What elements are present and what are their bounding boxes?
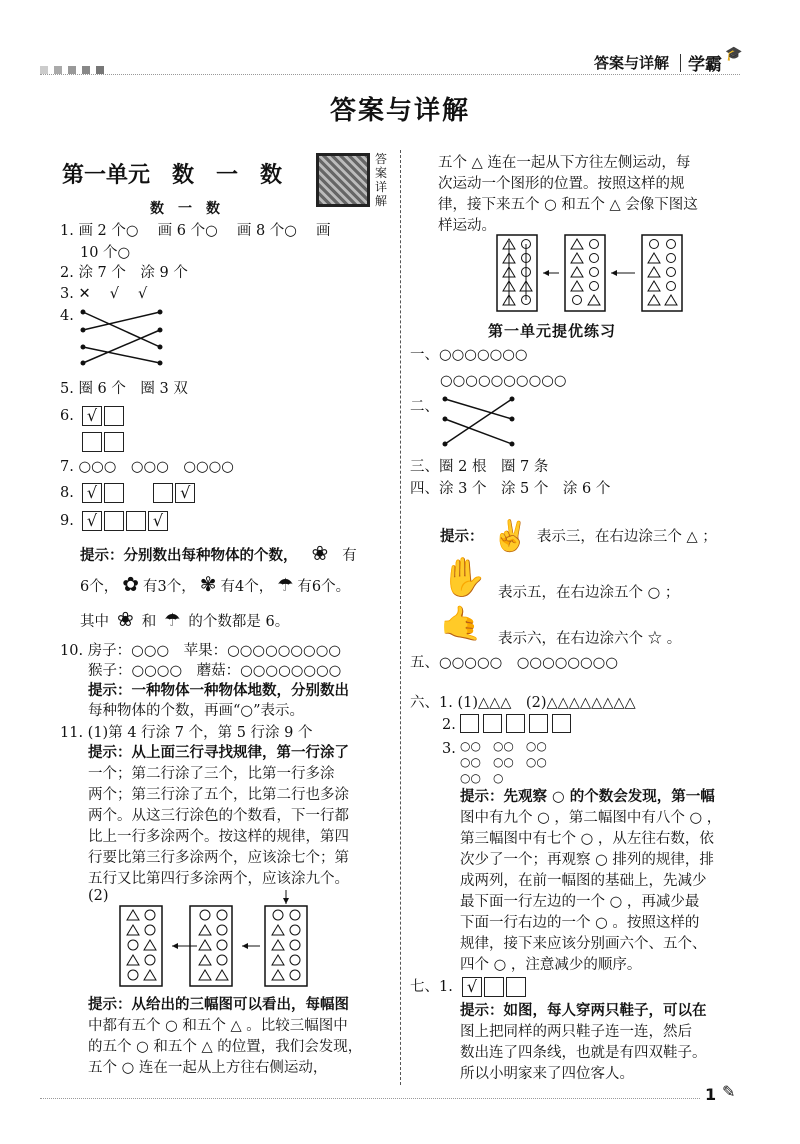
- r7-label: 七、1.: [410, 979, 453, 995]
- q10-hint2: 每种物体的个数，再画“○”表示。: [88, 703, 304, 719]
- r6-c-label: 3.: [442, 741, 456, 757]
- r-cont4: 样运动。: [438, 218, 496, 234]
- grad-cap-icon: 🎓: [725, 46, 743, 62]
- hint9-line2: 6个， ✿ 有3个， ✾ 有4个， ☂ 有6个。: [80, 572, 351, 596]
- flower-icon: ❀: [117, 607, 134, 631]
- match-line: [83, 347, 160, 363]
- match-line: [83, 312, 160, 330]
- checkbox: √: [148, 511, 168, 531]
- q11b-hint2: 中都有五个 ○ 和五个 △ 。比较三幅图中: [88, 1018, 348, 1034]
- q10-line-b: 猴子：○○○○ 蘑菇：○○○○○○○○: [88, 663, 342, 679]
- r5: 五、○○○○○ ○○○○○○○○: [410, 655, 618, 671]
- r2-label: 二、: [410, 399, 439, 415]
- pencil-icon: ✎: [722, 1082, 736, 1101]
- q6-boxes-row2: [82, 432, 126, 452]
- r6-hint6: 最下面一行左边的一个 ○ ，再减少最: [460, 894, 700, 910]
- checkbox: [484, 977, 504, 997]
- hand-five-icon: ✋: [440, 555, 488, 599]
- square: [483, 714, 502, 733]
- match-line: [83, 330, 160, 363]
- r6-hint1: 提示：先观察 ○ 的个数会发现，第一幅: [460, 788, 715, 805]
- frame-1: [120, 906, 162, 986]
- page-number: 1: [705, 1085, 717, 1104]
- checkbox: √: [462, 977, 482, 997]
- r6-hint3: 第三幅图中有七个 ○ ，从左往右数，依: [460, 831, 714, 847]
- q11-hint1: 提示：从上面三行寻找规律，第一行涂了: [88, 744, 349, 761]
- page-title: 答案与详解: [329, 96, 470, 126]
- r6-hint8: 规律，接下来应该分别画六个、五个、: [460, 936, 707, 952]
- r6-hint9: 四个 ○ ，注意减少的顺序。: [460, 957, 642, 973]
- q11b-hint3: 的五个 ○ 和五个 △ 的位置，我们会发现，: [88, 1039, 363, 1055]
- match-line: [445, 399, 512, 444]
- r6-hint4: 次少了一个；再观察 ○ 排列的规律，排: [460, 852, 714, 868]
- r6-hint5: 成两列，在前一幅图的基础上，先减少: [460, 873, 707, 889]
- checkbox: [104, 511, 124, 531]
- q11-hint6: 行要比第三行多涂两个，应该涂七个；第: [88, 850, 349, 866]
- r7-hint1: 提示：如图，每人穿两只鞋子，可以在: [460, 1002, 707, 1019]
- r6-c-row2: ○○ ○○ ○○: [460, 755, 547, 769]
- header-rule: [40, 74, 740, 75]
- q11-hint5: 比上一行多涂两个。按这样的规律，第四: [88, 829, 349, 845]
- header-deco: [40, 66, 120, 74]
- r-cont3: 律，接下来五个 ○ 和五个 △ 会像下图这: [438, 197, 698, 213]
- q6-label: 6.: [60, 408, 74, 424]
- q1-line-b: 10 个○: [80, 245, 131, 261]
- q10-hint1: 提示：一种物体一种物体地数，分别数出: [88, 682, 349, 699]
- q11-hint3: 两个；第三行涂了五个，比第二行也多涂: [88, 787, 349, 803]
- r-section-title: 第一单元提优练习: [488, 322, 617, 340]
- q4-matching-diagram: [78, 305, 168, 367]
- r1-b: ○○○○○○○○○○: [440, 373, 567, 389]
- r7-boxes: [462, 977, 528, 997]
- unit-title: 第一单元 数 一 数: [62, 163, 283, 188]
- match-line: [83, 312, 160, 347]
- r-pattern-diagram: [495, 233, 690, 313]
- q11-pattern-diagram: [115, 890, 310, 988]
- checkbox: √: [82, 483, 102, 503]
- qr-side-label: 答案详解: [375, 152, 388, 208]
- checkbox: √: [175, 483, 195, 503]
- pineapple-icon: ✿: [122, 572, 139, 596]
- r7-hint4: 所以小明家来了四位客人。: [460, 1066, 634, 1082]
- plant-icon: ✾: [199, 572, 217, 596]
- r4-tip2: 表示五，在右边涂五个 ○ ；: [498, 585, 680, 601]
- checkbox: √: [82, 406, 102, 426]
- r4-tip3: 表示六，在右边涂六个 ☆ 。: [498, 631, 682, 647]
- hint9-line1: 提示：分别数出每种物体的个数， ❀ 有: [80, 541, 357, 565]
- hand-six-icon: 🤙: [440, 604, 483, 644]
- checkbox: [153, 483, 173, 503]
- hand-three-icon: ✌: [491, 519, 529, 554]
- frame-c: [642, 235, 682, 311]
- q5: 5. 圈 6 个 圈 3 双: [60, 381, 188, 397]
- checkbox: [126, 511, 146, 531]
- r6-a: 六、1. (1)△△△ (2)△△△△△△△△: [410, 695, 636, 711]
- square: [506, 714, 525, 733]
- square: [552, 714, 571, 733]
- brand-logo: 学霸: [688, 55, 722, 75]
- frame-b: [565, 235, 605, 311]
- q11-part2-label: (2): [88, 888, 109, 904]
- match-line: [445, 419, 512, 444]
- q11-hint2: 一个；第二行涂了三个，比第一行多涂: [88, 766, 335, 782]
- checkbox: [104, 406, 124, 426]
- hint9-line3: 其中 ❀ 和 ☂ 的个数都是 6。: [80, 607, 290, 631]
- r6-hint7: 下面一行右边的一个 ○ 。按照这样的: [460, 915, 700, 931]
- checkbox: [506, 977, 526, 997]
- r-cont2: 次运动一个图形的位置。按照这样的规: [438, 176, 685, 192]
- q8-boxes: [82, 483, 197, 503]
- umbrella-icon: ☂: [164, 610, 181, 631]
- q3: 3. ✕ √ √: [60, 286, 148, 302]
- qr-code: [316, 153, 370, 207]
- flower-icon: ❀: [311, 541, 329, 565]
- q11b-hint4: 五个 ○ 连在一起从上方往右侧运动，: [88, 1060, 328, 1076]
- checkbox: [104, 432, 124, 452]
- r6-hint2: 图中有九个 ○ ，第二幅图中有八个 ○ ，: [460, 810, 722, 826]
- q8-label: 8.: [60, 485, 74, 501]
- q9-label: 9.: [60, 513, 74, 529]
- frame-a: [497, 235, 537, 311]
- frame-3: [265, 906, 307, 986]
- section-title: 数 一 数: [150, 201, 220, 217]
- q11-hint7: 五行又比第四行多涂两个，应该涂九个。: [88, 871, 349, 887]
- r2-matching-diagram: [440, 394, 520, 454]
- q2: 2. 涂 7 个 涂 9 个: [60, 265, 188, 281]
- square: [529, 714, 548, 733]
- q1-line-a: 1. 画 2 个○ 画 6 个○ 画 8 个○ 画: [60, 223, 331, 239]
- q4-label: 4.: [60, 308, 74, 324]
- r4-tip1: 提示： ✌ 表示三，在右边涂三个 △ ；: [440, 519, 717, 554]
- r6-squares: [460, 714, 575, 733]
- q11-hint4: 两个。从这三行涂色的个数看，下一行都: [88, 808, 349, 824]
- r6-c-row1: ○○ ○○ ○○: [460, 739, 547, 753]
- checkbox: [104, 483, 124, 503]
- q11-line-a: 11. (1)第 4 行涂 7 个，第 5 行涂 9 个: [60, 725, 313, 741]
- footer-rule: [40, 1098, 700, 1099]
- r6-c-row3: ○○ ○: [460, 771, 504, 785]
- header-divider: [680, 54, 681, 72]
- r-cont1: 五个 △ 连在一起从下方往左侧运动，每: [438, 155, 691, 171]
- umbrella-icon: ☂: [277, 575, 294, 596]
- header-label: 答案与详解: [594, 54, 670, 72]
- match-line: [445, 399, 512, 419]
- r7-hint3: 数出连了四条线，也就是有四双鞋子。: [460, 1045, 707, 1061]
- q10-line-a: 10. 房子：○○○ 苹果：○○○○○○○○○: [60, 643, 341, 659]
- q9-boxes: [82, 511, 170, 531]
- r3: 三、圈 2 根 圈 7 条: [410, 459, 549, 475]
- frame-2-content: [199, 910, 228, 980]
- checkbox: [82, 432, 102, 452]
- square: [460, 714, 479, 733]
- r1-a: 一、○○○○○○○: [410, 347, 528, 363]
- q11b-hint1: 提示：从给出的三幅图可以看出，每幅图: [88, 996, 349, 1013]
- column-divider: [400, 150, 401, 1085]
- q7: 7. ○○○ ○○○ ○○○○: [60, 459, 234, 475]
- r6-b-label: 2.: [442, 717, 456, 733]
- q6-boxes-row1: [82, 406, 126, 426]
- checkbox: √: [82, 511, 102, 531]
- r4: 四、涂 3 个 涂 5 个 涂 6 个: [410, 481, 611, 497]
- r7-hint2: 图上把同样的两只鞋子连一连，然后: [460, 1024, 692, 1040]
